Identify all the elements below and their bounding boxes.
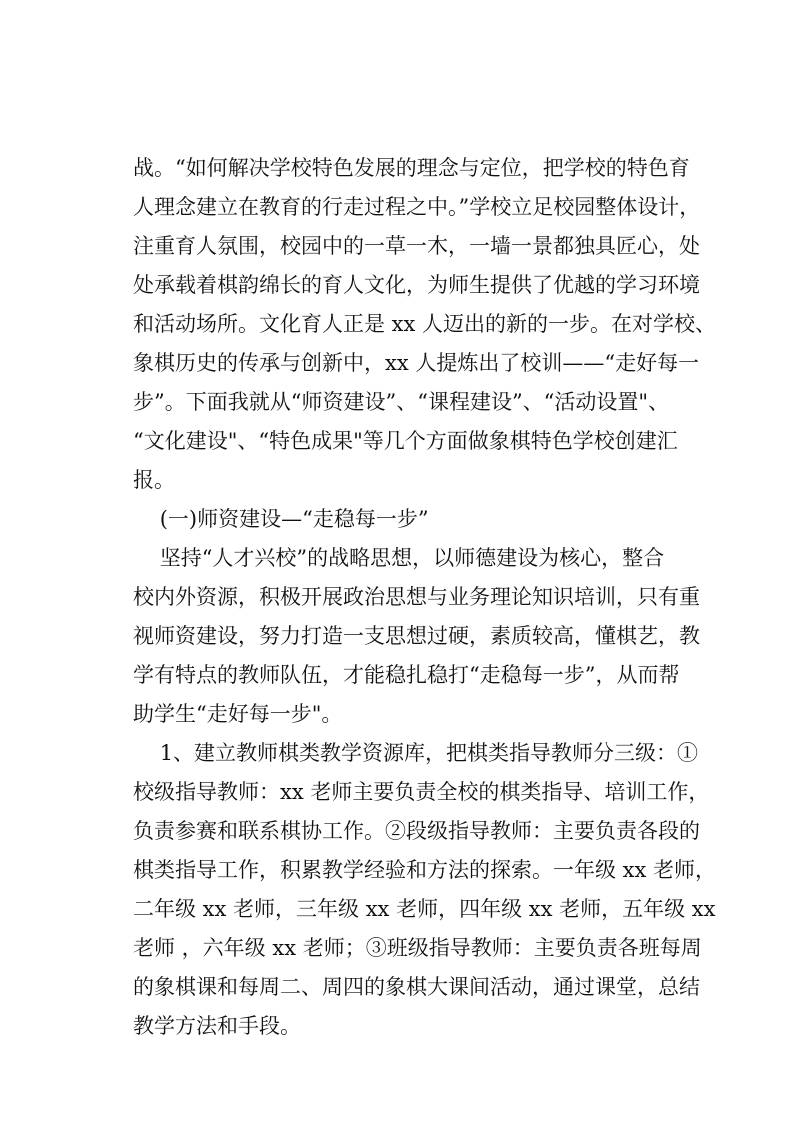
text-line: 人理念建立在教育的行走过程之中。”学校立足校园整体设计， <box>133 195 701 219</box>
text-line: 视师资建设，努力打造一支思想过硬，素质较高，懂棋艺，教 <box>133 624 700 648</box>
text-line: 坚持“人才兴校”的战略思想，以师德建设为核心，整合 <box>133 546 665 570</box>
section-heading-text: (一)师资建设—“走稳每一步” <box>133 507 429 531</box>
text-line: 二年级 xx 老师，三年级 xx 老师，四年级 xx 老师，五年级 xx <box>133 897 716 921</box>
text-line: 校级指导教师：xx 老师主要负责全校的棋类指导、培训工作， <box>133 780 710 804</box>
text-line: 校内外资源，积极开展政治思想与业务理论知识培训，只有重 <box>133 585 700 609</box>
text-line: “文化建设"、“特色成果"等几个方面做象棋特色学校创建汇 <box>133 429 678 453</box>
text-line: 教学方法和手段。 <box>133 1014 301 1038</box>
text-line: 注重育人氛围，校园中的一草一木，一墙一景都独具匠心，处 <box>133 234 700 258</box>
text-line: 和活动场所。文化育人正是 xx 人迈出的新的一步。在对学校、 <box>133 312 717 336</box>
paragraph-resource-library <box>133 734 717 1046</box>
text-line: 助学生“走好每一步"。 <box>133 702 343 726</box>
text-line: 负责参赛和联系棋协工作。②段级指导教师：主要负责各段的 <box>133 819 700 843</box>
paragraph-intro <box>133 149 717 500</box>
text-line: 的象棋课和每周二、周四的象棋大课间活动，通过课堂，总结 <box>133 975 700 999</box>
text-line: 步”。下面我就从“师资建设”、“课程建设”、“活动设置"、 <box>133 390 670 414</box>
section-heading <box>133 500 655 539</box>
text-line: 战。“如何解决学校特色发展的理念与定位，把学校的特色育 <box>133 156 690 180</box>
document-body <box>133 149 717 1046</box>
paragraph-teacher-building <box>133 539 700 734</box>
text-line: 老师 ，六年级 xx 老师；③班级指导教师：主要负责各班每周 <box>133 936 702 960</box>
text-line: 处承载着棋韵绵长的育人文化，为师生提供了优越的学习环境 <box>133 273 700 297</box>
text-line: 报。 <box>133 468 175 492</box>
text-line: 学有特点的教师队伍，才能稳扎稳打“走稳每一步”，从而帮 <box>133 663 680 687</box>
text-line: 象棋历史的传承与创新中，xx 人提炼出了校训——“走好每一 <box>133 351 700 375</box>
text-line: 1、建立教师棋类教学资源库，把棋类指导教师分三级：① <box>133 741 699 765</box>
text-line: 棋类指导工作，积累教学经验和方法的探索。一年级 xx 老师， <box>133 858 717 882</box>
